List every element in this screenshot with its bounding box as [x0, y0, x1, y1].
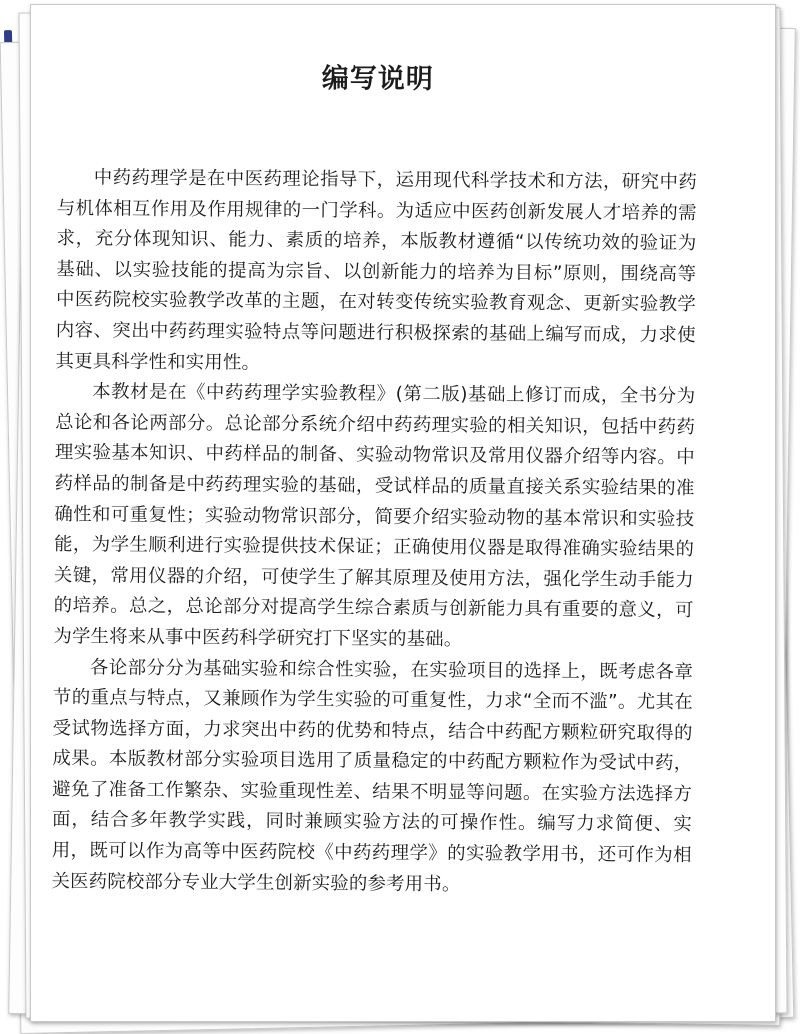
paragraph-general: 本教材是在《中药药理学实验教程》(第二版)基础上修订而成，全书分为总论和各论两部分。总论部分系统介绍中药药理实验的相关知识，包括中药药理实验基本知识、中药样品的制备、实验动物常识及常用仪器介绍等内容。中药样品的制备是中药药理实验的基础，受试样品的质量直接关系实验结果的准确性和可重复性；实验动物常识部分，简要介绍实验动物的基本常识和实验技能，为学生顺利进行实验提供技术保证；正确使用仪器是取得准确实验结果的关键，常用仪器的介绍，可使学生了解其原理及使用方法，强化学生动手能力的培养。总之，总论部分对提高学生综合素质与创新能力具有重要的意义，可为学生将来从事中医药科学研究打下坚实的基础。 — [53, 381, 696, 651]
paragraph-specific: 各论部分分为基础实验和综合性实验，在实验项目的选择上，既考虑各章节的重点与特点，又兼顾作为学生实验的可重复性，力求“全而不滥”。尤其在受试物选择方面，力求突出中药的优势和特点，结合中药配方颗粒研究取得的成果。本版教材部分实验项目选用了质量稳定的中药配方颗粒作为受试中药，避免了准备工作繁杂、实验重现性差、结果不明显等问题。在实验方法选择方面，结合多年教学实践，同时兼顾实验方法的可操作性。编写力求简便、实用，既可以作为高等中医药院校《中药药理学》的实验教学用书，还可作为相关医药院校部分专业大学生创新实验的参考用书。 — [51, 656, 694, 895]
page-content — [51, 54, 698, 902]
paragraph-intro: 中药药理学是在中医药理论指导下，运用现代科学技术和方法，研究中药与机体相互作用及作用规律的一门学科。为适应中医药创新发展人才培养的需求，充分体现知识、能力、素质的培养，本版教材遵循“以传统功效的验证为基础、以实验技能的提高为宗旨、以创新能力的培养为目标”原则，围绕高等中医药院校实验教学改革的主题，在对转变传统实验教育观念、更新实验教学内容、突出中药药理实验特点等问题进行积极探索的基础上编写而成，力求使其更具科学性和实用性。 — [55, 167, 698, 374]
page-title: 编写说明 — [321, 63, 434, 95]
